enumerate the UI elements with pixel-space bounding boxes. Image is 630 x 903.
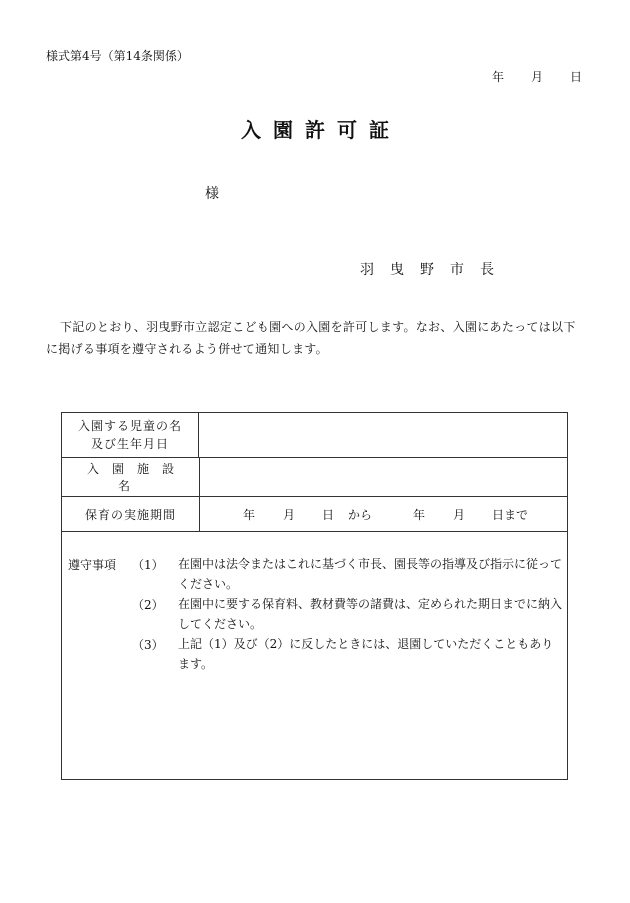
addressee-honorific: 様 [205, 186, 219, 202]
compliance-item-text: 在園中は法令またはこれに基づく市長、園長等の指導及び指示に従ってください。 [178, 557, 563, 591]
period-from: から [348, 507, 373, 522]
compliance-item-number: （2） [132, 598, 164, 612]
date-year-label: 年 [492, 70, 505, 84]
date-month-label: 月 [531, 70, 544, 84]
compliance-item-text: 在園中に要する保育料、教材費等の諸費は、定められた期日までに納入してください。 [178, 597, 563, 631]
period-start-year: 年 [243, 507, 256, 522]
compliance-heading: 遵守事項 [68, 558, 117, 572]
issuer-name: 羽曳野市長 [360, 262, 510, 278]
period-end-year: 年 [413, 507, 426, 522]
notice-body-text: 下記のとおり、羽曳野市立認定こども園への入園を許可します。なお、入園にあたっては以下に掲げる事項を遵守されるよう併せて通知します。 [46, 320, 576, 356]
table-row-facility [62, 458, 567, 497]
document-title: 入園許可証 [241, 118, 401, 142]
period-end-month: 月 [453, 507, 466, 522]
form-number: 様式第4号（第14条関係） [46, 49, 189, 63]
facility-name-value [200, 458, 567, 496]
compliance-item-number: （1） [132, 558, 164, 572]
child-name-label: 入園する児童の名及び生年月日 [62, 413, 199, 457]
compliance-notes-box [61, 530, 568, 780]
period-start-day: 日 [322, 507, 335, 522]
date-day-label: 日 [570, 70, 583, 84]
period-end-day-until: 日まで [492, 507, 529, 522]
care-period-label: 保育の実施期間 [62, 497, 200, 531]
period-start-month: 月 [283, 507, 296, 522]
permit-info-table [61, 412, 568, 532]
table-row-period [62, 497, 567, 531]
compliance-item-number: （3） [132, 638, 164, 652]
facility-name-label: 入園施設名 [62, 458, 200, 496]
table-row-child-name [62, 413, 567, 458]
child-name-value [200, 413, 567, 457]
compliance-item-text: 上記（1）及び（2）に反したときには、退園していただくこともあります。 [178, 637, 554, 671]
